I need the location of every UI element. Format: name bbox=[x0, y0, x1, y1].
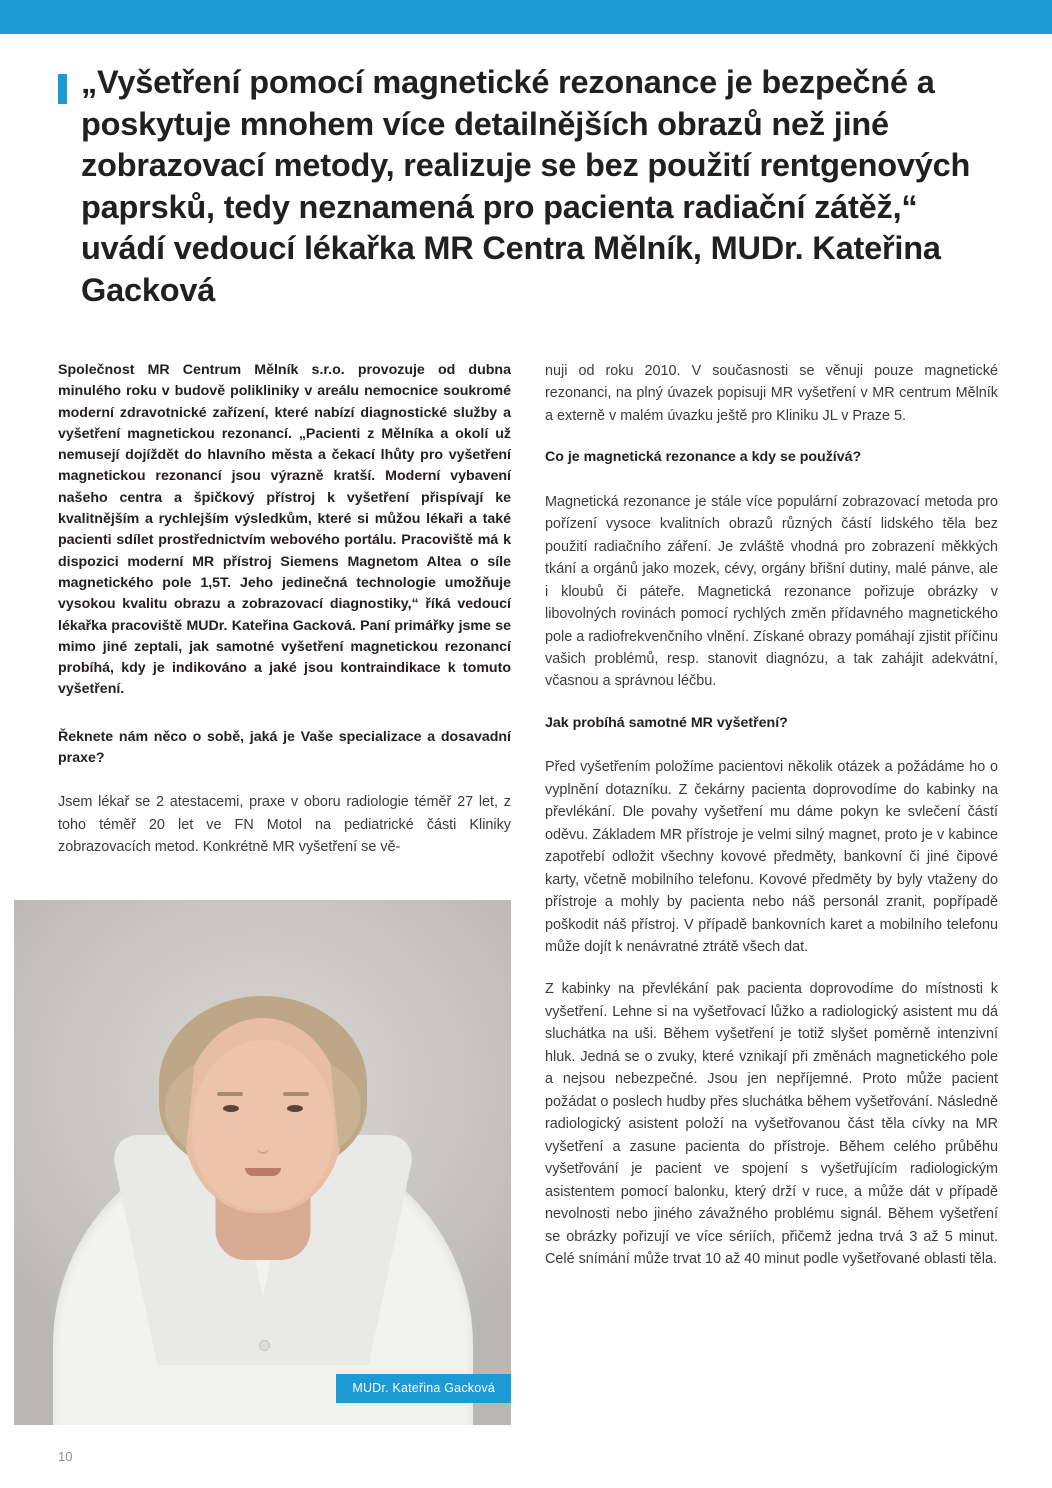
headline-marker-icon bbox=[58, 74, 67, 104]
portrait-nose bbox=[257, 1136, 269, 1154]
portrait-button-1 bbox=[259, 1340, 270, 1351]
right-column bbox=[545, 360, 998, 1291]
interview-answer-1: Magnetická rezonance je stále více populární zobrazovací metoda pro pořízení vysoce kvalitních obrazů různých částí lidského těla bez použití radiačního záření. Je zvláště vhodná pro zobrazení měkkých tkání a orgánů jako mozek, cévy, orgány břišní dutiny, malé pánve, ale i kloubů či páteře. Magnetická rezonance pořizuje obrázky v libovolných rovinách pomocí rychlých změn přídavného magnetického pole a radiofrekvenčního vlnění. Získané obrazy pomáhají zjistit příčinu vašich problémů, resp. stanovit diagnózu, a tak zahájit adekvátní, včasnou a správnou léčbu. bbox=[545, 493, 998, 690]
interview-question-0: Řeknete nám něco o sobě, jaká je Vaše specializace a dosavadní praxe? bbox=[58, 728, 511, 767]
portrait-photo bbox=[14, 900, 511, 1425]
photo-caption: MUDr. Kateřina Gacková bbox=[336, 1374, 511, 1403]
interview-answer-2a: Před vyšetřením položíme pacientovi několik otázek a požádáme ho o vyplnění dotazníku. Z čekárny pacienta doprovodíme do kabinky na převlékání. Dle povahy vyšetření mu dáme pokyn ke svlečení částí oděvu. Základem MR přístroje je velmi silný magnet, proto je v kabince zapotřebí odložit všechny kovové předměty, bankovní či jiné čipové karty, včetně mobilního telefonu. Kovové předměty by byly vtaženy do přístroje a mohly by pacienta nebo náš personál zranit, popřípadě poškodit náš přístroj. V případě bankovních karet a mobilního telefonu může dojít k nenávratné ztrátě všech dat. bbox=[545, 759, 998, 955]
portrait-eye-left bbox=[223, 1105, 239, 1112]
portrait-brow-left bbox=[217, 1092, 243, 1096]
interview-answer-2b: Z kabinky na převlékání pak pacienta doprovodíme do místnosti k vyšetření. Lehne si na vyšetřovací lůžko a radiologický asistent mu dá sluchátka na uši. Během vyšetření je totiž slyšet poměrně intenzivní hluk. Jedná se o zvuky, které vznikají při změnách magnetického pole a nejsou nebezpečné. Jsou jen nepříjemné. Proto může pacient požádat o poslech hudby přes sluchátka během vyšetřování. Následně radiologický asistent položí na vyšetřovanou část těla cívky na MR vyšetření a zasune pacienta do přístroje. Během celého průběhu vyšetřování je pacient ve spojení s vyšetřujícím radiologickým asistentem pomocí balonku, který drží v ruce, a může dát v případě nevolnosti nebo jiného závažného problému signál. Během vyšetření se obrázky pořizují ve více sériích, přičemž jedna trvá 3 až 5 minut. Celé snímání může trvat 10 až 40 minut podle vyšetřované oblasti těla. bbox=[545, 981, 998, 1268]
portrait-mouth bbox=[245, 1168, 281, 1176]
interview-answer-0: Jsem lékař se 2 atestacemi, praxe v oboru radiologie téměř 27 let, z toho téměř 20 let ve FN Motol na pediatrické části Kliniky zobrazovacích metod. Konkrétně MR vyšetření se vě- bbox=[58, 794, 511, 856]
page-title: „Vyšetření pomocí magnetické rezonance je bezpečné a poskytuje mnohem více detailnějších obrazů než jiné zobrazovací metody, realizuje se bez použití rentgenových paprsků, tedy neznamená pro pacienta radiační zátěž,“ uvádí vedoucí lékařka MR Centra Mělník, MUDr. Kateřina Gacková bbox=[81, 64, 971, 308]
portrait-eye-right bbox=[287, 1105, 303, 1112]
top-accent-bar bbox=[0, 0, 1052, 34]
lead-paragraph: Společnost MR Centrum Mělník s.r.o. provozuje od dubna minulého roku v budově polikliniky v areálu nemocnice soukromé moderní zdravotnické zařízení, které nabízí diagnostické služby a vyšetření magnetickou rezonancí. „Pacienti z Mělníka a okolí už nemusejí dojíždět do hlavního města a čekací lhůty pro vyšetření magnetickou rezonancí jsou výrazně kratší. Moderní vybavení našeho centra a špičkový přístroj k vyšetření přispívají ke kvalitnějším a rychlejším výsledkům, které si můžou lékaři a také pacienti sdílet prostřednictvím webového portálu. Pracoviště má k dispozici moderní MR přístroj Siemens Magnetom Altea o síle magnetického pole 1,5T. Jeho jedinečná technologie umožňuje vysokou kvalitu obrazu a zobrazovací diagnostiky,“ říká vedoucí lékařka pracoviště MUDr. Kateřina Gacková. Paní primářky jsme se mimo jiné zeptali, jak samotné vyšetření magnetickou rezonancí probíhá, kdy je indikováno a jaké jsou kontraindikace k tomuto vyšetření. bbox=[58, 362, 511, 698]
portrait-face bbox=[192, 1040, 334, 1210]
page-number: 10 bbox=[58, 1449, 73, 1464]
interview-answer-0-continued: nuji od roku 2010. V současnosti se věnuji pouze magnetické rezonanci, na plný úvazek popisuji MR vyšetření v MR centrum Mělník a externě v malém úvazku ještě pro Kliniku JL v Praze 5. bbox=[545, 363, 998, 424]
portrait-brow-right bbox=[283, 1092, 309, 1096]
headline-block bbox=[58, 62, 998, 312]
interview-question-2: Jak probíhá samotné MR vyšetření? bbox=[545, 714, 788, 731]
interview-question-1: Co je magnetická rezonance a kdy se používá? bbox=[545, 449, 862, 466]
